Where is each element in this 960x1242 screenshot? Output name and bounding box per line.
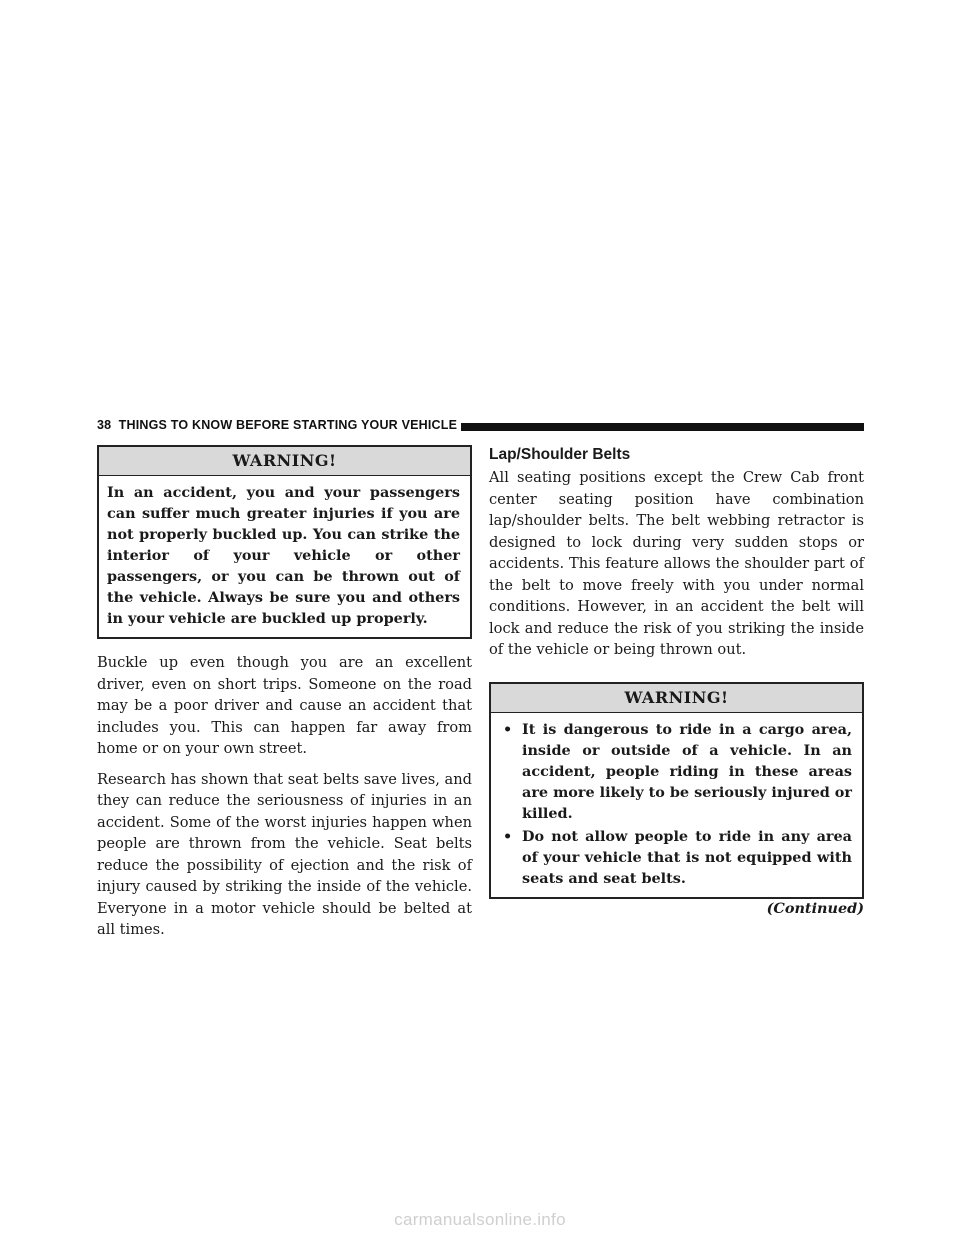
header-rule — [461, 423, 864, 431]
bullet-icon: • — [503, 827, 513, 845]
warning-list-item — [499, 826, 852, 889]
warning-list-item — [499, 719, 852, 824]
warning-list — [491, 713, 862, 897]
paragraph-research: Research has shown that seat belts save lives, and they can reduce the seriousness of injuries in an accident. Some of the worst injuries happen when people are thrown from the vehicle. Seat belts reduce the possibility of ejection and the risk of injury caused by striking the inside of the vehicle. Everyone in a motor vehicle should be belted at all times. — [97, 770, 472, 938]
watermark: carmanualsonline.info — [394, 1210, 566, 1229]
left-column — [97, 445, 472, 941]
paragraph-lap-shoulder: All seating positions except the Crew Cab front center seating position have combination lap/shoulder belts. The belt webbing retractor is designed to lock during very sudden stops or accidents. This feature allows the shoulder part of the belt to move freely with you under normal conditions. However, in an accident the belt will lock and reduce the risk of you striking the inside of the vehicle or being thrown out. — [489, 469, 864, 658]
warning-item-text: It is dangerous to ride in a cargo area, inside or outside of a vehicle. In an accident, people riding in these areas are more likely to be seriously injured or killed. — [522, 720, 852, 822]
warning-title: WARNING! — [491, 684, 862, 713]
warning-item-text: Do not allow people to ride in any area of your vehicle that is not equipped with seats and seat belts. — [522, 827, 852, 887]
warning-box-cargo — [489, 682, 864, 899]
warning-box-buckling — [97, 445, 472, 639]
running-title: THINGS TO KNOW BEFORE STARTING YOUR VEHICLE — [118, 418, 458, 432]
page-header — [97, 417, 864, 439]
warning-title: WARNING! — [99, 447, 470, 476]
continued-note: (Continued) — [766, 899, 864, 917]
section-heading: Lap/Shoulder Belts — [489, 446, 631, 463]
header-text — [97, 418, 457, 432]
paragraph-buckle-up: Buckle up even though you are an excellent driver, even on short trips. Someone on the road may be a poor driver and cause an accident that includes you. This can happen far away from home or on your own street. — [97, 654, 472, 757]
right-column — [489, 445, 864, 918]
warning-text: In an accident, you and your passengers can suffer much greater injuries if you are not properly buckled up. You can strike the interior of your vehicle or other passengers, or you can be thrown out of the vehicle. Always be sure you and others in your vehicle are buckled up properly. — [107, 484, 460, 627]
page-number: 38 — [97, 418, 112, 432]
bullet-icon: • — [503, 720, 513, 738]
